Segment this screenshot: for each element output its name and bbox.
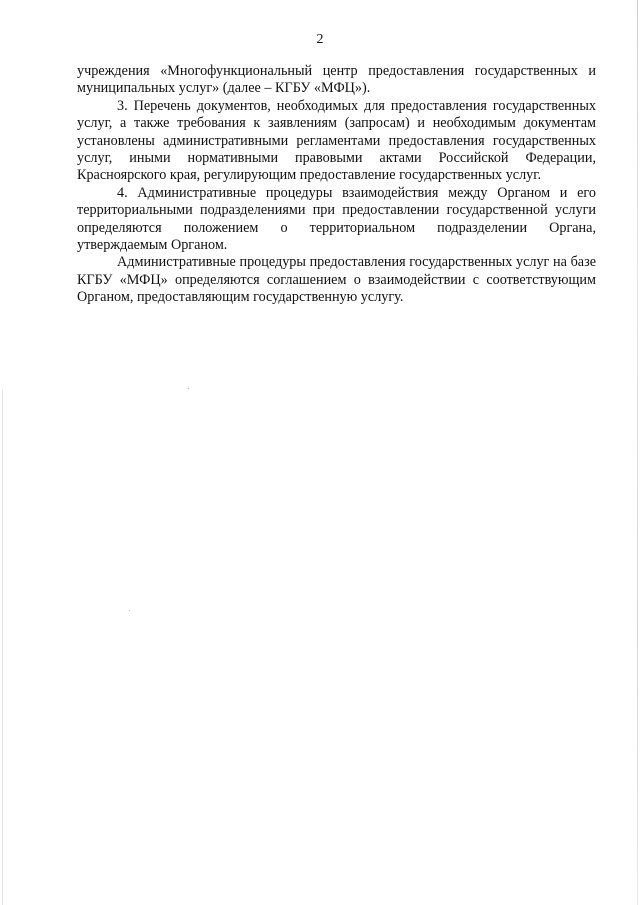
paragraph-item-3: 3. Перечень документов, необходимых для предоставления государственных услуг, а также требования к заявлениям (запросам) и необходимым документам установлены административными регламентами предоставления государственных услуг, иными нормативными правовыми актами Российской Федерации, Красноярского края, регулирующим предоставление государственных услуг.: [77, 97, 596, 184]
paragraph-continuation: учреждения «Многофункциональный центр предоставления государственных и муниципальных услуг» (далее – КГБУ «МФЦ»).: [77, 63, 596, 97]
paragraph-item-4: 4. Административные процедуры взаимодействия между Органом и его территориальными подразделениями при предоставлении государственной услуги определяются положением о территориальном подразделении Органа, утверждаемым Органом.: [77, 184, 596, 254]
document-body: [77, 63, 596, 307]
scan-edge-right: [637, 0, 638, 905]
scan-edge-left: [2, 390, 3, 905]
scan-speck: [188, 388, 189, 389]
paragraph-procedures: Административные процедуры предоставления государственных услуг на базе КГБУ «МФЦ» определяются соглашением о взаимодействии с соответствующим Органом, предоставляющим государственную услугу.: [77, 254, 596, 306]
scan-speck: [129, 610, 130, 611]
page-number: 2: [316, 32, 324, 47]
